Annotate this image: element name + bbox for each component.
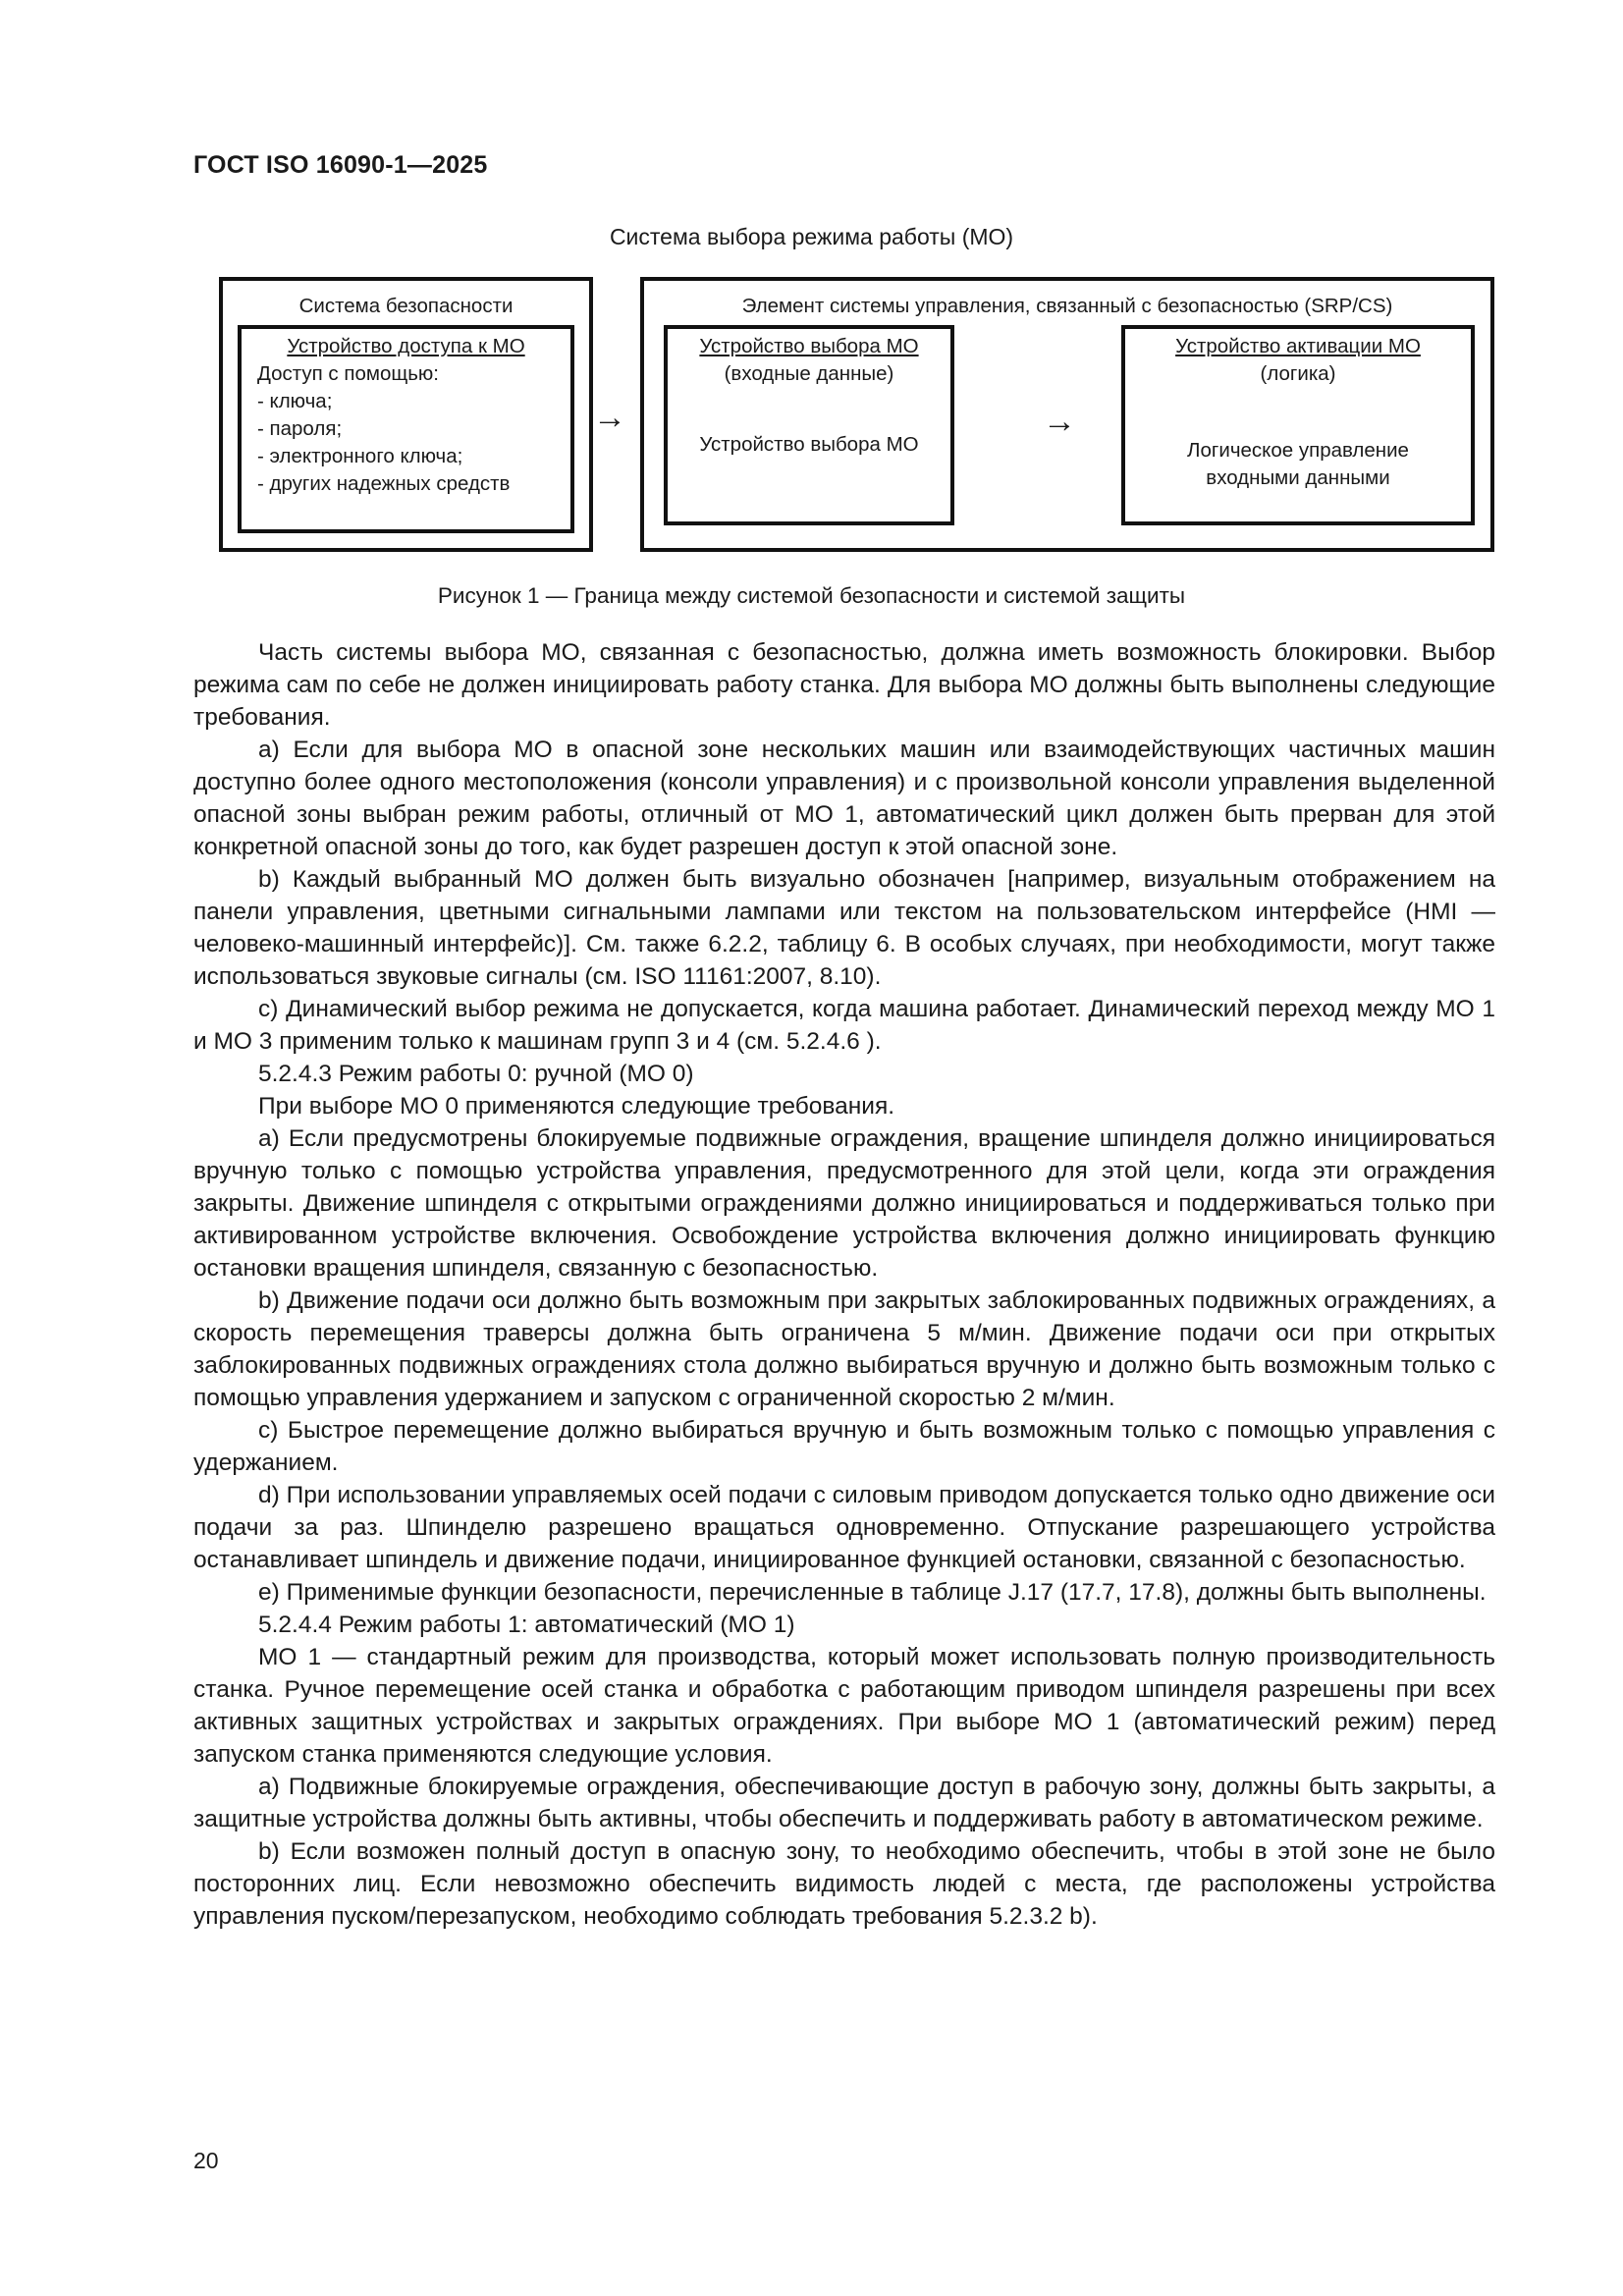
mode-select-sub: (входные данные) [724, 362, 894, 385]
paragraph: c) Динамический выбор режима не допускается, когда машина работает. Динамический переход между МО 1 и МО 3 применим только к машинам групп 3 и 4 (см. 5.2.4.6 ). [193, 996, 1495, 1055]
safety-system-title: Система безопасности [298, 295, 514, 317]
access-line: - ключа; [257, 390, 333, 412]
srpcs-box [640, 277, 1494, 552]
access-line: - других надежных средств [257, 472, 511, 495]
paragraph: b) Движение подачи оси должно быть возможным при закрытых заблокированных подвижных ограждениях, а скорость перемещения траверсы должна быть ограничена 5 м/мин. Движение подачи оси при открытых заблокированных подвижных ограждениях стола должно выбираться вручную и должно быть возможным только с помощью управления удержанием и запуском с ограниченной скоростью 2 м/мин. [193, 1287, 1495, 1411]
paragraph: Часть системы выбора МО, связанная с безопасностью, должна иметь возможность блокировки. Выбор режима сам по себе не должен инициировать работу станка. Для выбора МО должны быть выполнены следующие требования. [193, 639, 1495, 731]
paragraph: a) Если предусмотрены блокируемые подвижные ограждения, вращение шпинделя должно инициироваться вручную только с помощью устройства управления, предусмотренного для этой цели, когда эти ограждения закрыты. Движение шпинделя с открытыми ограждениями должно инициироваться и поддерживаться только при активированном устройстве включения. Освобождение устройства включения должно инициировать функцию остановки вращения шпинделя, связанную с безопасностью. [193, 1125, 1495, 1282]
arrow-right-icon: → [593, 399, 626, 436]
mode-select-body: Устройство выбора МО [699, 433, 919, 456]
mode-activation-box [1121, 325, 1475, 525]
mode-select-box [664, 325, 954, 525]
paragraph: b) Если возможен полный доступ в опасную зону, то необходимо обеспечить, чтобы в этой зоне не было посторонних лиц. Если невозможно обеспечить видимость людей с места, где расположены устройства управления пуском/перезапуском, необходимо соблюдать требования 5.2.3.2 b). [193, 1838, 1495, 1930]
paragraph: a) Если для выбора МО в опасной зоне нескольких машин или взаимодействующих частичных машин доступно более одного местоположения (консоли управления) и с произвольной консоли управления выделенной опасной зоны выбран режим работы, отличный от МО 1, автоматический цикл должен быть прерван для этой конкретной опасной зоны до того, как будет разрешен доступ к этой опасной зоне. [193, 737, 1495, 860]
paragraph: МО 1 — стандартный режим для производства, который может использовать полную производительность станка. Ручное перемещение осей станка и обработка с работающим приводом шпинделя разрешены при всех активных защитных устройствах и закрытых ограждениях. При выборе МО 1 (автоматический режим) перед запуском станка применяются следующие условия. [193, 1644, 1495, 1768]
access-device-box [238, 325, 574, 533]
mode-select-title: Устройство выбора МО [699, 335, 919, 357]
section-heading: 5.2.4.4 Режим работы 1: автоматический (МО 1) [258, 1612, 795, 1638]
figure-diagram [0, 0, 1623, 589]
arrow-right-icon: → [1043, 403, 1076, 440]
page-number: 20 [193, 2148, 219, 2173]
mode-activation-body: входными данными [1206, 466, 1390, 489]
section-heading: 5.2.4.3 Режим работы 0: ручной (МО 0) [258, 1061, 694, 1087]
paragraph: e) Применимые функции безопасности, перечисленные в таблице J.17 (17.7, 17.8), должны быть выполнены. [258, 1579, 1487, 1606]
body-text [193, 636, 1495, 1933]
paragraph: d) При использовании управляемых осей подачи с силовым приводом допускается только одно движение оси подачи за раз. Шпинделю разрешено вращаться одновременно. Отпускание разрешающего устройства останавливает шпиндель и движение подачи, инициированное функцией остановки, связанной с безопасностью. [193, 1482, 1495, 1573]
paragraph: c) Быстрое перемещение должно выбираться вручную и быть возможным только с помощью управления с удержанием. [193, 1417, 1495, 1476]
figure-caption: Рисунок 1 — Граница между системой безопасности и системой защиты [437, 583, 1186, 608]
srpcs-title: Элемент системы управления, связанный с безопасностью (SRP/CS) [741, 295, 1393, 317]
paragraph: При выборе МО 0 применяются следующие требования. [258, 1093, 895, 1120]
figure-title: Система выбора режима работы (МО) [609, 224, 1014, 249]
mode-activation-sub: (логика) [1260, 362, 1336, 385]
access-line: - электронного ключа; [257, 445, 463, 467]
paragraph: b) Каждый выбранный МО должен быть визуально обозначен [например, визуальным отображением на панели управления, цветными сигнальными лампами или текстом на пользовательском интерфейсе (HMI — человеко-машинный интерфейс)]. См. также 6.2.2, таблицу 6. В особых случаях, при необходимости, могут также использоваться звуковые сигналы (см. ISO 11161:2007, 8.10). [193, 866, 1495, 990]
mode-activation-title: Устройство активации МО [1175, 335, 1421, 357]
document-header: ГОСТ ISO 16090-1—2025 [193, 151, 488, 179]
safety-system-box [219, 277, 593, 552]
access-device-title: Устройство доступа к МО [287, 335, 525, 357]
paragraph: a) Подвижные блокируемые ограждения, обеспечивающие доступ в рабочую зону, должны быть закрыты, а защитные устройства должны быть активны, чтобы обеспечить и поддерживать работу в автоматическом режиме. [193, 1774, 1495, 1832]
access-line: Доступ с помощью: [257, 362, 439, 385]
mode-activation-body: Логическое управление [1187, 439, 1409, 462]
access-line: - пароля; [257, 417, 343, 440]
